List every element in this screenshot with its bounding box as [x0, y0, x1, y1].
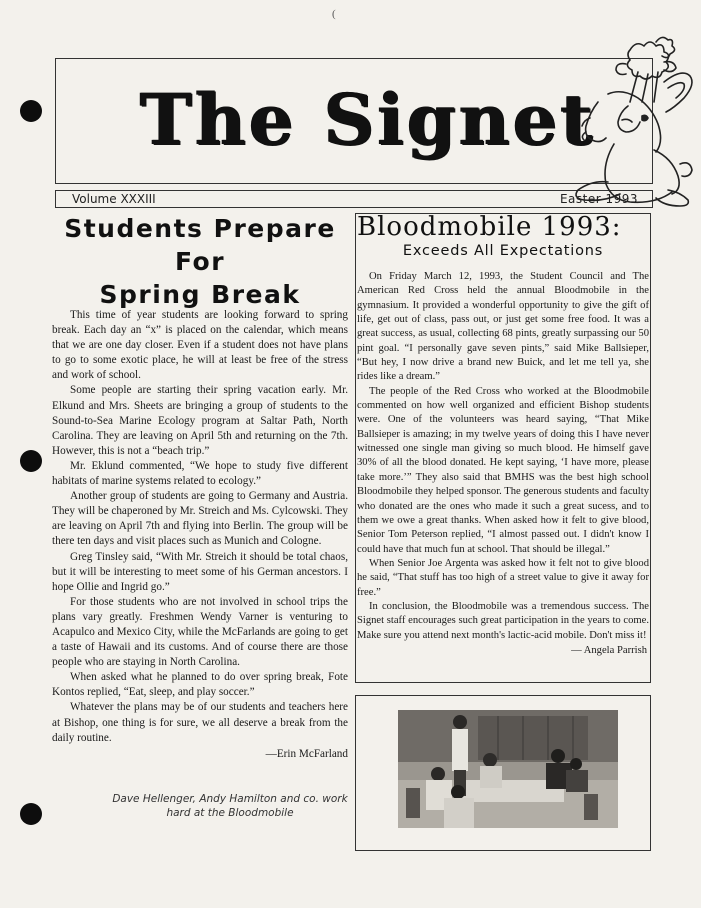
- headline-line-1: Students Prepare: [64, 214, 336, 243]
- edition-label: Easter 1993: [559, 192, 638, 206]
- article-paragraph: Another group of students are going to Germany and Austria. They will be chaperoned by Mr. Streich and Ms. Cylcowski. They are leaving on April 7th and flying into Berlin. The group will be there ten days and visit places such as Munich and Cologne.: [52, 490, 348, 548]
- bloodmobile-photo: [398, 710, 618, 828]
- headline-line-2: For: [174, 247, 226, 276]
- masthead-title: The Signet: [140, 78, 596, 161]
- bloodmobile-headline: Bloodmobile 1993:: [357, 212, 622, 242]
- article-paragraph: For those students who are not involved in school trips the plans vary greatly. Freshmen Wendy Varner is venturing to Acapulco and Mexico City, while the McFarlands are going to get a taste of Hawaii and its customs. And of course there are those people who are staying in North Carolina.: [52, 595, 348, 669]
- caption-line-2: hard at the Bloodmobile: [166, 807, 294, 819]
- bloodmobile-article-body: [357, 270, 649, 658]
- binder-hole-top: [20, 100, 42, 122]
- spring-break-headline-block: [52, 212, 348, 311]
- headline-line-3: Spring Break: [99, 280, 301, 309]
- stray-mark: (: [332, 8, 336, 20]
- volume-strip: [55, 190, 653, 208]
- article-paragraph: This time of year students are looking forward to spring break. Each day an “x” is placed on the calendar, which means that we are one day closer. Even if a student does not have plans to go to some exotic place, he will at least be free of the stress and work of school.: [52, 309, 348, 382]
- binder-hole-middle: [20, 450, 42, 472]
- article-paragraph: When Senior Joe Argenta was asked how it felt not to give blood he said, “That stuff has too high of a street value to give it away for free.”: [357, 557, 649, 598]
- article-paragraph: When asked what he planned to do over spring break, Fote Kontos replied, “Eat, sleep, and play soccer.”: [52, 671, 348, 699]
- easter-bunny-icon: [568, 32, 698, 207]
- article-paragraph: Some people are starting their spring vacation early. Mr. Elkund and Mrs. Sheets are bringing a group of students to the Sound-to-Sea Marine Ecology program at Saltar Path, North Carolina. They are leaving on April 5th and returning on the 7th. However, this is not a “beach trip.”: [52, 384, 348, 457]
- article-byline: — Angela Parrish: [571, 644, 647, 656]
- article-paragraph: The people of the Red Cross who worked at the Bloodmobile commented on how well organized and efficient Bishop students were. One of the volunteers was heard saying, “That Mike Ballsieper is amazing; in my twelve years of doing this I have never witnessed one single man giving so much blood. He himself gave 30% of all the blood donated. He kept saying, ‘I have more, please take more.’” They also said that BMHS was the best high school Bloodmobile they helped sponsor. The generous students and faculty who donated are the ones who made it such a great sucess, and to them we owe a great thanks. When asked how it felt to give blood, Senior Tom Peterson replied, “I almost passed out. I didn't know I could have that much fun at school. That should be illegal.”: [357, 385, 649, 555]
- article-paragraph: Mr. Eklund commented, “We hope to study five different habitats of marine systems related to ecology.”: [52, 459, 348, 488]
- article-paragraph: In conclusion, the Bloodmobile was a tremendous success. The Signet staff encourages such great participation in the years to come. Make sure you attend next month's lactic-acid mobile. Don't miss it!: [357, 600, 649, 641]
- binder-hole-bottom: [20, 803, 42, 825]
- bloodmobile-subheadline: Exceeds All Expectations: [402, 243, 604, 259]
- caption-line-1: Dave Hellenger, Andy Hamilton and co. work: [112, 793, 348, 805]
- spring-break-headline: [52, 212, 348, 311]
- photo-caption: [100, 792, 360, 820]
- article-paragraph: On Friday March 12, 1993, the Student Council and The American Red Cross held the annual Bloodmobile in the gymnasium. It provided a wonderful opportunity to give the gift of life, get out of class, pass out, or just get some free food. It was a great success, as usual, collecting 68 pints, greatly surpassing our 50 pint goal. “I personally gave seven pints,” said Mike Ballsieper, “But hey, I now drive a brand new Buick, and let me tell ya, she rides like a dream.”: [357, 271, 649, 383]
- article-paragraph: Greg Tinsley said, “With Mr. Streich it should be total chaos, but it will be interesting to meet some of his German ancestors. I hope Ollie and Ingrid go.”: [52, 550, 348, 593]
- article-byline: —Erin McFarland: [265, 747, 348, 760]
- photo-scene-icon: [398, 710, 618, 828]
- spring-break-article-body: [52, 308, 348, 762]
- article-paragraph: Whatever the plans may be of our students and teachers here at Bishop, one thing is for sure, we all deserve a break from the daily routine.: [52, 701, 348, 744]
- volume-number: Volume XXXIII: [72, 192, 156, 206]
